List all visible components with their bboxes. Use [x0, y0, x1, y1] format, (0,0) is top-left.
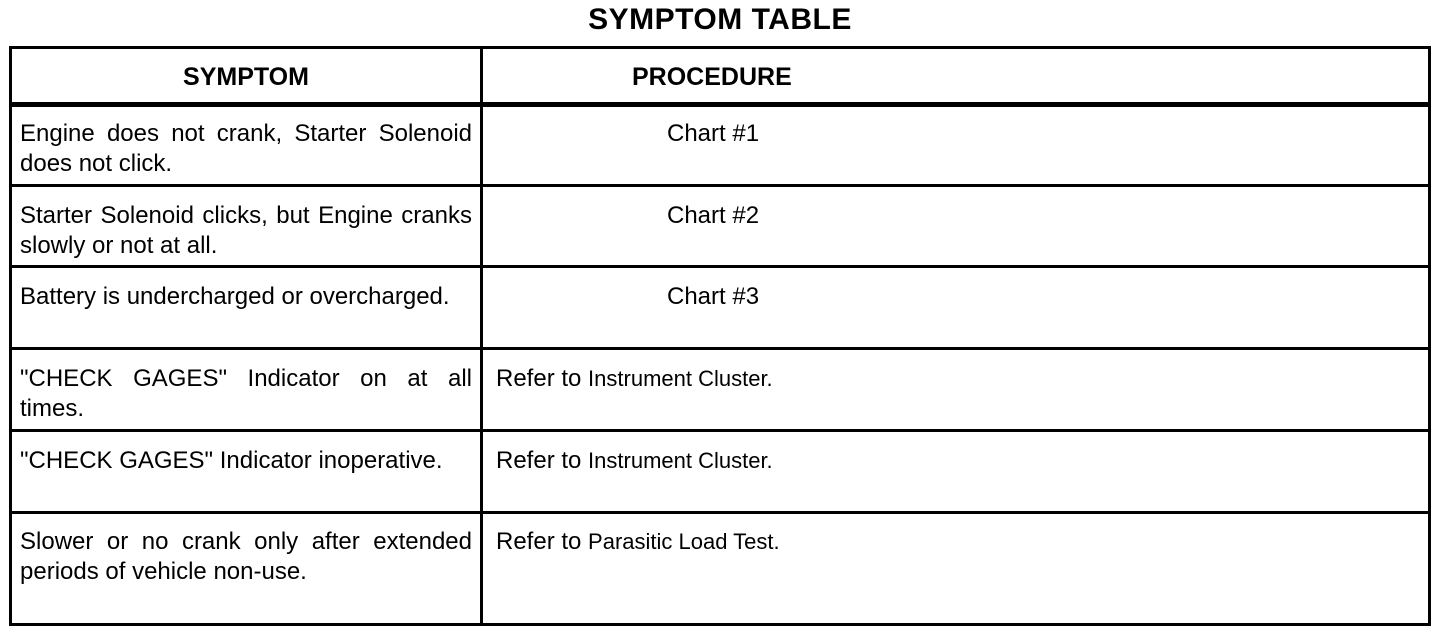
column-divider: [480, 49, 483, 623]
row-divider: [12, 184, 1428, 187]
procedure-cell: Chart #1: [667, 120, 760, 147]
symptom-cell: Starter Solenoid clicks, but Engine cranks slowly or not at all.: [20, 202, 472, 259]
symptom-cell: Slower or no crank only after extended periods of vehicle non-use.: [20, 528, 472, 585]
symptom-table: [9, 46, 1431, 626]
procedure-cell: Chart #2: [667, 202, 760, 229]
header-procedure: PROCEDURE: [632, 63, 792, 91]
symptom-cell: Battery is undercharged or overcharged.: [20, 283, 450, 310]
procedure-prefix: Refer to: [496, 447, 582, 474]
symptom-cell: Engine does not crank, Starter Solenoid does not click.: [20, 120, 472, 177]
header-symptom: SYMPTOM: [183, 63, 309, 91]
procedure-prefix: Refer to: [496, 365, 582, 392]
page-title: SYMPTOM TABLE: [588, 3, 852, 36]
procedure-cell: Chart #3: [667, 283, 760, 310]
symptom-cell: "CHECK GAGES" Indicator on at all times.: [20, 365, 472, 422]
row-divider: [12, 429, 1428, 432]
procedure-cell: [496, 446, 773, 476]
row-divider: [12, 265, 1428, 268]
header-divider: [12, 102, 1428, 107]
procedure-cell: [496, 364, 773, 394]
procedure-cell: [496, 527, 780, 557]
symptom-cell: "CHECK GAGES" Indicator inoperative.: [20, 447, 443, 474]
row-divider: [12, 511, 1428, 514]
row-divider: [12, 347, 1428, 350]
procedure-target: Instrument Cluster.: [588, 366, 773, 391]
procedure-prefix: Refer to: [496, 528, 582, 555]
procedure-target: Parasitic Load Test.: [588, 529, 780, 554]
procedure-target: Instrument Cluster.: [588, 448, 773, 473]
